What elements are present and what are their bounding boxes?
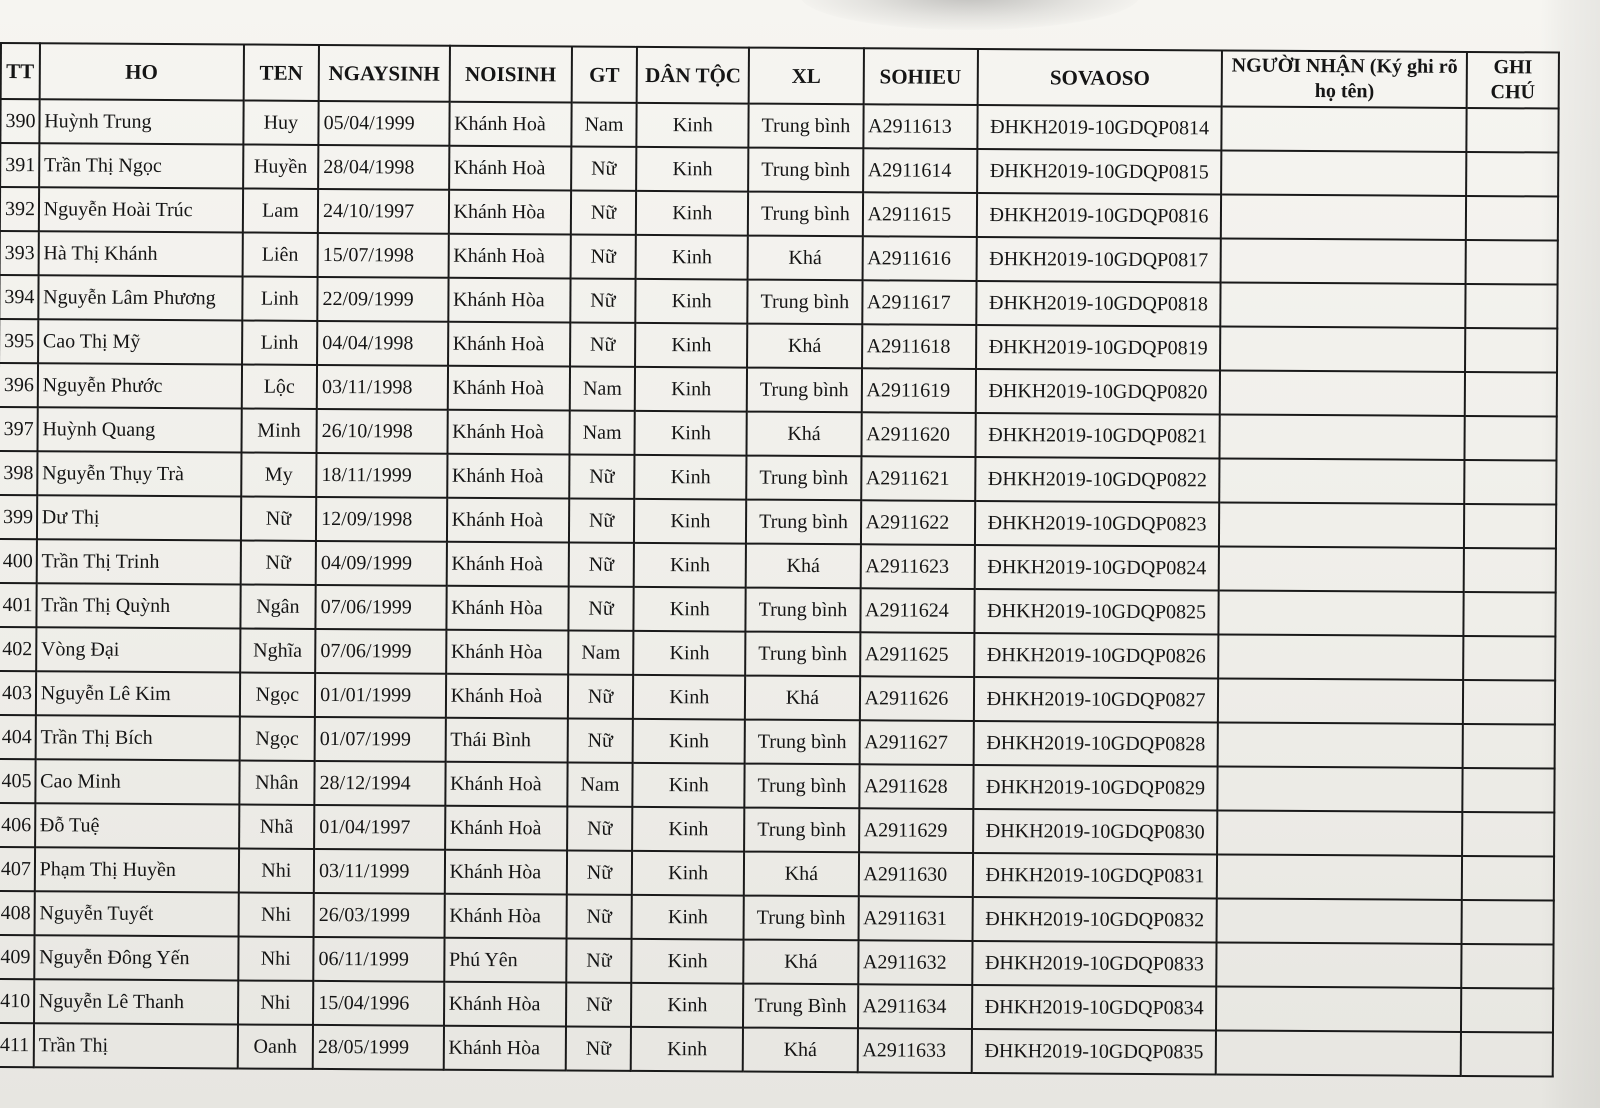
cell-xl: Trung bình [745,632,859,677]
cell-signature [1222,106,1467,151]
cell-sohieu: A2911614 [863,148,977,193]
cell-sohieu: A2911619 [861,368,975,413]
cell-noisinh: Khánh Hoà [445,762,568,807]
cell-xl: Trung bình [746,588,860,633]
cell-xl: Trung Bình [743,984,857,1029]
cell-xl: Khá [745,676,859,721]
cell-dantoc: Kinh [635,323,747,368]
cell-signature [1217,810,1462,855]
cell-sovaoso: ĐHKH2019-10GDQP0818 [976,281,1221,326]
cell-tt: 401 [0,583,36,627]
header-gt: GT [572,46,638,102]
cell-sohieu: A2911632 [858,940,972,985]
cell-ten: Huy [243,100,319,144]
header-ho: HO [39,43,243,100]
cell-note [1465,372,1557,417]
cell-note [1466,240,1558,285]
cell-xl: Khá [747,324,861,369]
cell-gt: Nam [569,410,635,454]
cell-noisinh: Khánh Hòa [444,850,567,895]
cell-xl: Trung bình [744,808,858,853]
cell-ho: Nguyễn Hoài Trúc [39,187,243,232]
header-dantoc: DÂN TỘC [637,47,749,104]
cell-tt: 390 [0,99,39,143]
cell-noisinh: Khánh Hoà [448,234,571,279]
cell-ten: Nhi [238,848,314,892]
cell-gt: Nữ [568,718,634,762]
cell-dantoc: Kinh [634,499,746,544]
cell-tt: 395 [0,319,38,363]
cell-signature [1216,1030,1461,1075]
cell-tt: 391 [0,143,39,187]
cell-ngaysinh: 01/07/1999 [315,717,446,762]
cell-note [1462,812,1554,857]
cell-xl: Khá [746,544,860,589]
cell-sohieu: A2911616 [862,236,976,281]
cell-sovaoso: ĐHKH2019-10GDQP0816 [977,193,1222,238]
cell-ten: Huyền [243,144,319,188]
cell-xl: Trung bình [747,368,861,413]
cell-dantoc: Kinh [631,983,743,1028]
cell-ten: Lam [242,188,318,232]
cell-ho: Dư Thị [37,495,241,540]
cell-gt: Nam [567,762,633,806]
cell-xl: Trung bình [749,104,863,149]
cell-ten: Linh [242,320,318,364]
cell-ho: Trần Thị Ngọc [39,143,243,188]
cell-sohieu: A2911623 [860,544,974,589]
cell-ho: Trần Thị [33,1023,237,1068]
cell-note [1461,988,1553,1033]
cell-xl: Khá [743,1028,857,1073]
cell-signature [1220,370,1465,415]
cell-note [1465,416,1557,461]
cell-sohieu: A2911620 [861,412,975,457]
cell-ngaysinh: 15/04/1996 [313,981,444,1026]
cell-tt: 398 [0,451,37,495]
header-noisinh: NOISINH [449,46,572,103]
cell-ngaysinh: 04/04/1998 [317,321,448,366]
cell-xl: Trung bình [748,148,862,193]
cell-dantoc: Kinh [635,411,747,456]
cell-noisinh: Khánh Hoà [447,410,570,455]
cell-sohieu: A2911628 [859,764,973,809]
cell-ngaysinh: 05/04/1999 [318,101,449,146]
header-row [1,43,1559,109]
cell-noisinh: Khánh Hoà [447,366,570,411]
paper-shadow [800,0,1140,30]
cell-signature [1220,458,1465,503]
cell-ho: Vòng Đại [36,627,240,672]
cell-xl: Trung bình [746,500,860,545]
cell-tt: 405 [0,759,35,803]
cell-dantoc: Kinh [631,1027,743,1072]
cell-gt: Nữ [566,894,632,938]
cell-ho: Nguyễn Lê Thanh [34,979,238,1024]
cell-ngaysinh: 03/11/1998 [317,365,448,410]
cell-xl: Trung bình [745,764,859,809]
cell-signature [1220,326,1465,371]
cell-sohieu: A2911625 [860,632,974,677]
cell-note [1466,196,1558,241]
cell-sovaoso: ĐHKH2019-10GDQP0828 [973,721,1218,766]
cell-signature [1221,282,1466,327]
cell-ten: Nhi [238,892,314,936]
cell-sohieu: A2911626 [859,676,973,721]
cell-signature [1219,590,1464,635]
header-ten: TEN [243,44,319,100]
cell-sohieu: A2911618 [862,324,976,369]
cell-ho: Nguyễn Lê Kim [36,671,240,716]
cell-signature [1219,502,1464,547]
cell-dantoc: Kinh [632,851,744,896]
cell-gt: Nam [570,366,636,410]
cell-ho: Đỗ Tuệ [35,803,239,848]
cell-signature [1222,150,1467,195]
cell-ten: Nhi [238,936,314,980]
cell-sovaoso: ĐHKH2019-10GDQP0824 [974,545,1219,590]
cell-noisinh: Khánh Hòa [443,1026,566,1071]
cell-dantoc: Kinh [636,147,748,192]
cell-xl: Trung bình [747,456,861,501]
cell-dantoc: Kinh [637,103,749,148]
cell-note [1461,944,1553,989]
cell-gt: Nữ [566,1026,632,1070]
cell-tt: 400 [0,539,37,583]
cell-xl: Trung bình [744,896,858,941]
cell-gt: Nữ [571,146,637,190]
cell-xl: Khá [744,940,858,985]
cell-gt: Nữ [569,542,635,586]
cell-tt: 392 [0,187,39,231]
cell-ngaysinh: 18/11/1999 [316,453,447,498]
cell-ten: Liên [242,232,318,276]
cell-tt: 411 [0,1023,34,1067]
cell-ho: Nguyễn Phước [38,363,242,408]
cell-dantoc: Kinh [634,587,746,632]
cell-note [1464,460,1556,505]
cell-ten: Lộc [241,364,317,408]
cell-note [1463,636,1555,681]
cell-sohieu: A2911633 [857,1028,971,1073]
cell-gt: Nữ [571,234,637,278]
cell-tt: 393 [0,231,39,275]
header-nguoi-nhan: NGƯỜI NHẬN (Ký ghi rõ họ tên) [1222,50,1467,107]
cell-note [1465,284,1557,329]
cell-ho: Cao Thị Mỹ [38,319,242,364]
cell-gt: Nữ [567,806,633,850]
cell-noisinh: Phú Yên [444,938,567,983]
cell-ten: Ngọc [239,716,315,760]
cell-ngaysinh: 12/09/1998 [316,497,447,542]
cell-gt: Nữ [570,322,636,366]
cell-tt: 402 [0,627,36,671]
cell-ho: Nguyễn Lâm Phương [38,275,242,320]
cell-gt: Nữ [570,278,636,322]
cell-sovaoso: ĐHKH2019-10GDQP0830 [973,809,1218,854]
table-body [0,99,1559,1076]
cell-signature [1217,854,1462,899]
cell-dantoc: Kinh [633,631,745,676]
cell-tt: 408 [0,891,35,935]
cell-gt: Nữ [568,586,634,630]
cell-xl: Khá [748,236,862,281]
cell-dantoc: Kinh [635,367,747,412]
cell-ho: Phạm Thị Huyền [35,847,239,892]
cell-ho: Nguyễn Thụy Trà [37,451,241,496]
cell-tt: 410 [0,979,34,1023]
cell-dantoc: Kinh [635,279,747,324]
cell-gt: Nữ [566,982,632,1026]
cell-sovaoso: ĐHKH2019-10GDQP0833 [972,941,1217,986]
cell-note [1466,152,1558,197]
cell-ho: Nguyễn Tuyết [34,891,238,936]
cell-signature [1218,766,1463,811]
cell-noisinh: Khánh Hòa [444,894,567,939]
cell-ten: Linh [242,276,318,320]
cell-dantoc: Kinh [634,455,746,500]
cell-xl: Trung bình [748,192,862,237]
cell-signature [1219,546,1464,591]
cell-note [1464,592,1556,637]
cell-ngaysinh: 15/07/1998 [318,233,449,278]
cell-gt: Nữ [568,674,634,718]
cell-note [1463,680,1555,725]
cell-dantoc: Kinh [636,191,748,236]
cell-ngaysinh: 26/10/1998 [317,409,448,454]
cell-noisinh: Khánh Hoà [447,498,570,543]
cell-ho: Hà Thị Khánh [38,231,242,276]
cell-ten: Nhân [239,760,315,804]
cell-noisinh: Khánh Hòa [448,278,571,323]
cell-ngaysinh: 28/05/1999 [313,1025,444,1070]
cell-note [1466,108,1558,153]
cell-noisinh: Khánh Hoà [447,454,570,499]
cell-sohieu: A2911622 [860,500,974,545]
cell-signature [1221,194,1466,239]
cell-signature [1219,634,1464,679]
certificate-recipient-table [0,42,1560,1078]
header-ghi-chu: GHI CHÚ [1467,52,1559,109]
cell-tt: 403 [0,671,36,715]
cell-noisinh: Khánh Hoà [448,322,571,367]
cell-tt: 397 [0,407,38,451]
cell-note [1462,900,1554,945]
cell-ten: Nữ [241,496,317,540]
cell-sovaoso: ĐHKH2019-10GDQP0822 [975,457,1220,502]
cell-ngaysinh: 28/04/1998 [318,145,449,190]
cell-xl: Trung bình [745,720,859,765]
table-row [0,1023,1553,1077]
cell-ngaysinh: 07/06/1999 [315,629,446,674]
cell-noisinh: Khánh Hoà [449,102,572,147]
cell-sovaoso: ĐHKH2019-10GDQP0827 [974,677,1219,722]
cell-sovaoso: ĐHKH2019-10GDQP0831 [973,853,1218,898]
cell-note [1463,724,1555,769]
cell-sovaoso: ĐHKH2019-10GDQP0825 [974,589,1219,634]
cell-noisinh: Khánh Hoà [446,542,569,587]
cell-gt: Nam [568,630,634,674]
cell-ngaysinh: 22/09/1999 [317,277,448,322]
cell-gt: Nữ [569,454,635,498]
header-sohieu: SOHIEU [863,48,978,105]
cell-sovaoso: ĐHKH2019-10GDQP0829 [973,765,1218,810]
cell-xl: Khá [747,412,861,457]
cell-gt: Nam [571,102,637,146]
cell-ngaysinh: 28/12/1994 [314,761,445,806]
cell-note [1464,504,1556,549]
header-sovaoso: SOVAOSO [977,49,1222,106]
cell-ngaysinh: 26/03/1999 [314,893,445,938]
cell-tt: 404 [0,715,36,759]
cell-ngaysinh: 01/01/1999 [315,673,446,718]
cell-sohieu: A2911627 [859,720,973,765]
cell-ten: My [241,452,317,496]
cell-noisinh: Khánh Hòa [446,586,569,631]
cell-noisinh: Khánh Hòa [444,982,567,1027]
cell-signature [1220,414,1465,459]
cell-ho: Huỳnh Quang [37,407,241,452]
cell-ho: Trần Thị Trinh [36,539,240,584]
cell-ngaysinh: 24/10/1997 [318,189,449,234]
cell-note [1465,328,1557,373]
cell-tt: 407 [0,847,35,891]
cell-dantoc: Kinh [633,675,745,720]
cell-sohieu: A2911629 [859,808,973,853]
cell-dantoc: Kinh [636,235,748,280]
cell-signature [1218,678,1463,723]
cell-xl: Trung bình [748,280,862,325]
cell-xl: Khá [744,852,858,897]
cell-ngaysinh: 04/09/1999 [316,541,447,586]
header-ngaysinh: NGAYSINH [319,45,450,102]
cell-tt: 396 [0,363,38,407]
cell-sohieu: A2911630 [858,852,972,897]
cell-signature [1217,942,1462,987]
cell-sohieu: A2911624 [860,588,974,633]
cell-signature [1218,722,1463,767]
cell-sovaoso: ĐHKH2019-10GDQP0832 [972,897,1217,942]
cell-ten: Nhi [238,980,314,1024]
cell-ngaysinh: 07/06/1999 [316,585,447,630]
cell-ten: Nữ [240,540,316,584]
cell-sovaoso: ĐHKH2019-10GDQP0834 [972,985,1217,1030]
cell-note [1462,856,1554,901]
cell-signature [1217,898,1462,943]
cell-noisinh: Thái Bình [445,718,568,763]
cell-noisinh: Khánh Hòa [446,630,569,675]
cell-ngaysinh: 06/11/1999 [313,937,444,982]
cell-ten: Nghĩa [240,628,316,672]
cell-noisinh: Khánh Hoà [445,806,568,851]
cell-ngaysinh: 03/11/1999 [314,849,445,894]
cell-sohieu: A2911615 [862,192,976,237]
cell-dantoc: Kinh [631,939,743,984]
cell-signature [1216,986,1461,1031]
cell-tt: 406 [0,803,35,847]
cell-dantoc: Kinh [633,763,745,808]
cell-ten: Nhã [239,804,315,848]
cell-gt: Nữ [567,850,633,894]
cell-dantoc: Kinh [633,719,745,764]
cell-ten: Oanh [237,1024,313,1068]
cell-tt: 399 [0,495,37,539]
cell-noisinh: Khánh Hoà [445,674,568,719]
cell-sovaoso: ĐHKH2019-10GDQP0820 [975,369,1220,414]
cell-signature [1221,238,1466,283]
cell-ten: Ngọc [240,672,316,716]
cell-sovaoso: ĐHKH2019-10GDQP0821 [975,413,1220,458]
cell-sovaoso: ĐHKH2019-10GDQP0815 [977,149,1222,194]
header-tt: TT [1,43,40,99]
cell-ten: Ngân [240,584,316,628]
cell-sohieu: A2911621 [861,456,975,501]
cell-sovaoso: ĐHKH2019-10GDQP0814 [977,105,1222,150]
cell-gt: Nữ [566,938,632,982]
cell-dantoc: Kinh [632,807,744,852]
cell-ten: Minh [241,408,317,452]
cell-noisinh: Khánh Hòa [448,190,571,235]
cell-ho: Huỳnh Trung [39,99,243,144]
cell-sovaoso: ĐHKH2019-10GDQP0835 [971,1029,1216,1074]
header-xl: XL [749,48,864,105]
cell-noisinh: Khánh Hoà [449,146,572,191]
cell-ngaysinh: 01/04/1997 [314,805,445,850]
cell-dantoc: Kinh [634,543,746,588]
cell-ho: Trần Thị Bích [35,715,239,760]
cell-tt: 394 [0,275,38,319]
cell-tt: 409 [0,935,34,979]
cell-sovaoso: ĐHKH2019-10GDQP0826 [974,633,1219,678]
cell-ho: Trần Thị Quỳnh [36,583,240,628]
cell-gt: Nữ [571,190,637,234]
cell-sohieu: A2911631 [858,896,972,941]
cell-sohieu: A2911634 [858,984,972,1029]
cell-sohieu: A2911617 [862,280,976,325]
cell-note [1464,548,1556,593]
cell-note [1462,768,1554,813]
cell-note [1461,1032,1553,1077]
cell-sovaoso: ĐHKH2019-10GDQP0817 [976,237,1221,282]
cell-gt: Nữ [569,498,635,542]
cell-sohieu: A2911613 [863,104,977,149]
cell-dantoc: Kinh [632,895,744,940]
cell-sovaoso: ĐHKH2019-10GDQP0823 [975,501,1220,546]
cell-ho: Cao Minh [35,759,239,804]
cell-sovaoso: ĐHKH2019-10GDQP0819 [976,325,1221,370]
cell-ho: Nguyễn Đông Yến [34,935,238,980]
